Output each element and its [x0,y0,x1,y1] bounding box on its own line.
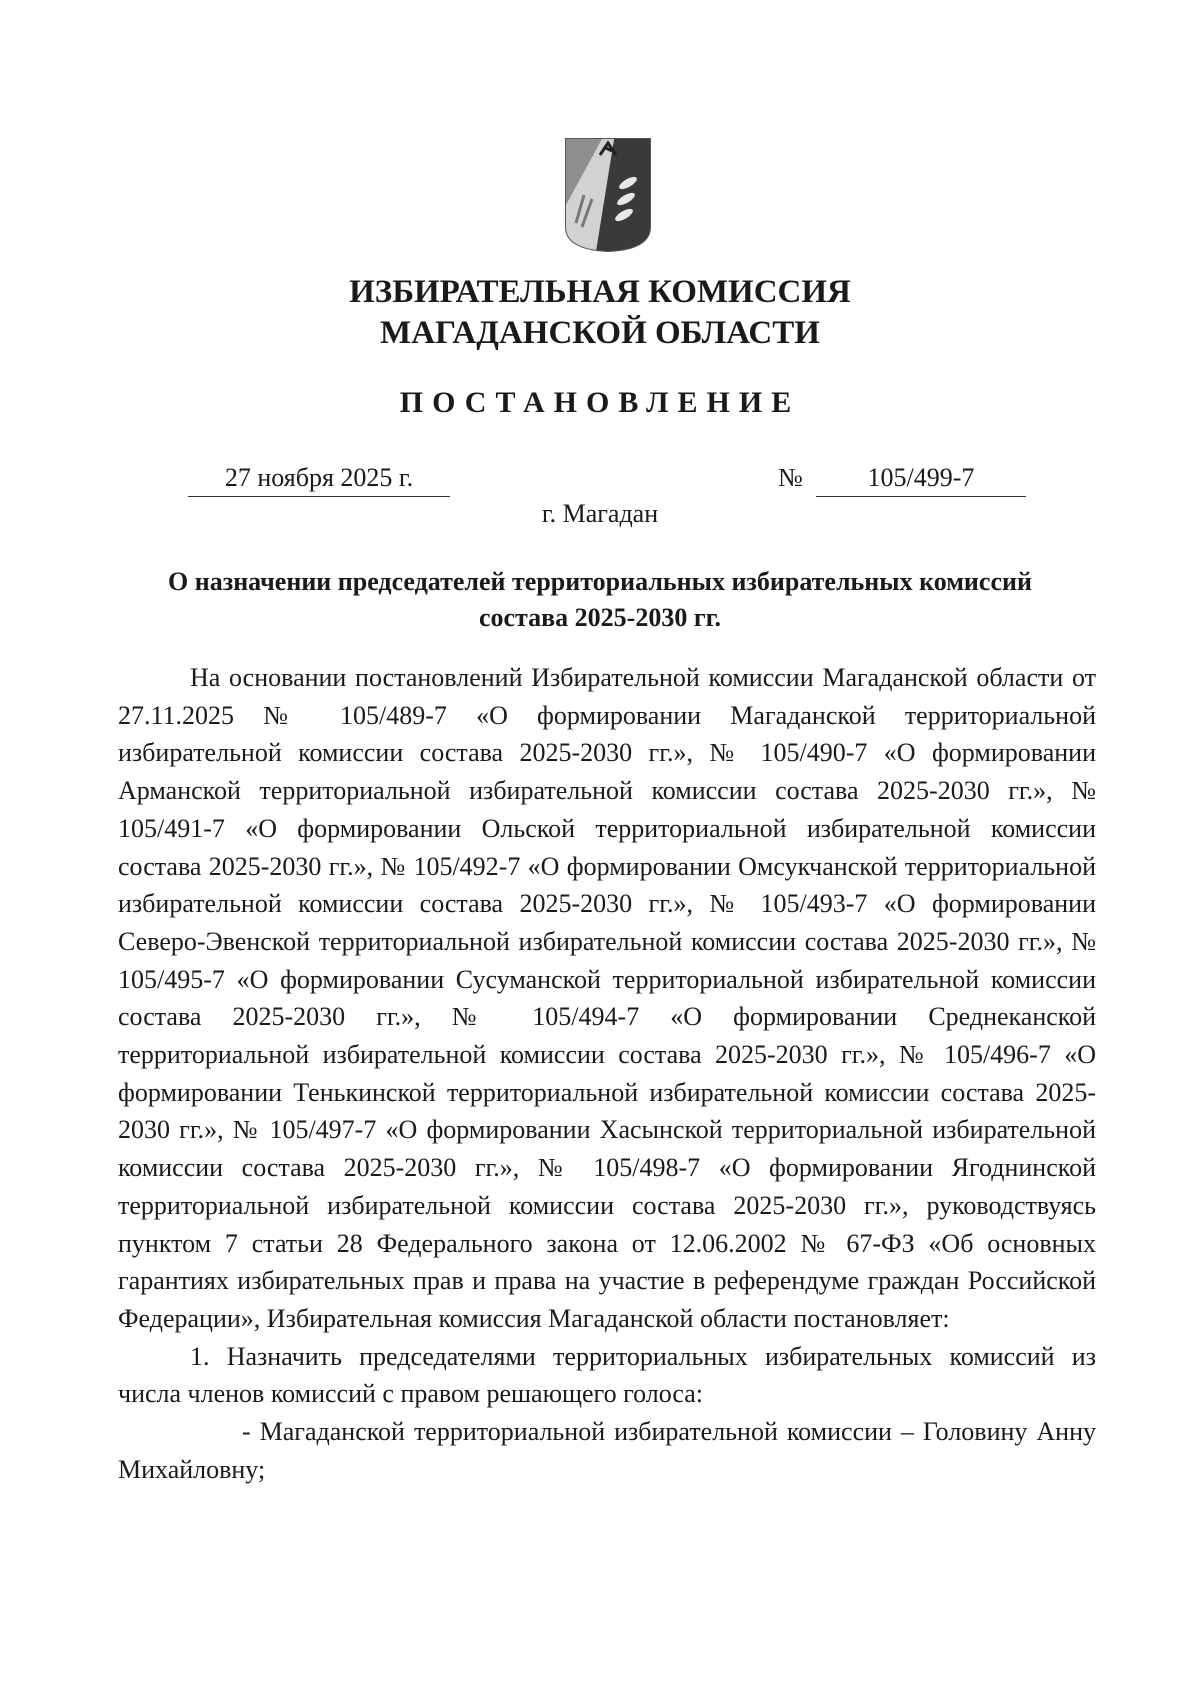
document-date: 27 ноября 2025 г. [188,462,450,497]
document-number: 105/499-7 [816,462,1026,497]
document-type-title: ПОСТАНОВЛЕНИЕ [399,386,801,419]
resolution-item-1: 1. Назначить председателями территориальных избирательных комиссий из числа членов комиссий с правом решающего голоса: [118,1341,1096,1409]
preamble-paragraph: На основании постановлений Избирательной комиссии Магаданской области от 27.11.2025 № 105/489-7 «О формировании Магаданской территориальной избирательной комиссии состава 2025-2030 гг.», № 105/490-7 «О формировании Арманской территориальной избирательной комиссии состава 2025-2030 гг.», № 105/491-7 «О формировании Ольской территориальной избирательной комиссии состава 2025-2030 гг.», № 105/492-7 «О формировании Омсукчанской территориальной избирательной комиссии состава 2025-2030 гг.», № 105/493-7 «О формировании Северо-Эвенской территориальной избирательной комиссии состава 2025-2030 гг.», № 105/495-7 «О формировании Сусуманской территориальной избирательной комиссии состава 2025-2030 гг.», № 105/494-7 «О формировании Среднеканской территориальной избирательной комиссии состава 2025-2030 гг.», № 105/496-7 «О формировании Тенькинской территориальной избирательной комиссии состава 2025-2030 гг.», № 105/497-7 «О формировании Хасынской территориальной избирательной комиссии состава 2025-2030 гг.», № 105/498-7 «О формировании Ягоднинской территориальной избирательной комиссии состава 2025-2030 гг.», руководствуясь пунктом 7 статьи 28 Федерального закона от 12.06.2002 № 67-ФЗ «Об основных гарантиях избирательных прав и права на участие в референдуме граждан Российской Федерации», Избирательная комиссия Магаданской области постановляет: [118,663,1096,1333]
document-body [118,659,1096,1488]
resolution-item-1-sub-1: - Магаданской территориальной избирательной комиссии – Головину Анну Михайловну; [118,1417,1096,1484]
subject-line2: состава 2025-2030 гг. [478,603,722,632]
document-subject [100,564,1100,636]
organization-name-line1: ИЗБИРАТЕЛЬНАЯ КОМИССИЯ [349,274,851,310]
document-city: г. Магадан [541,499,659,528]
number-sign: № [778,463,803,492]
subject-line1: О назначении председателей территориальных избирательных комиссий [168,567,1032,596]
magadan-coat-of-arms-icon [562,135,654,253]
organization-name-line2: МАГАДАНСКОЙ ОБЛАСТИ [380,315,820,351]
